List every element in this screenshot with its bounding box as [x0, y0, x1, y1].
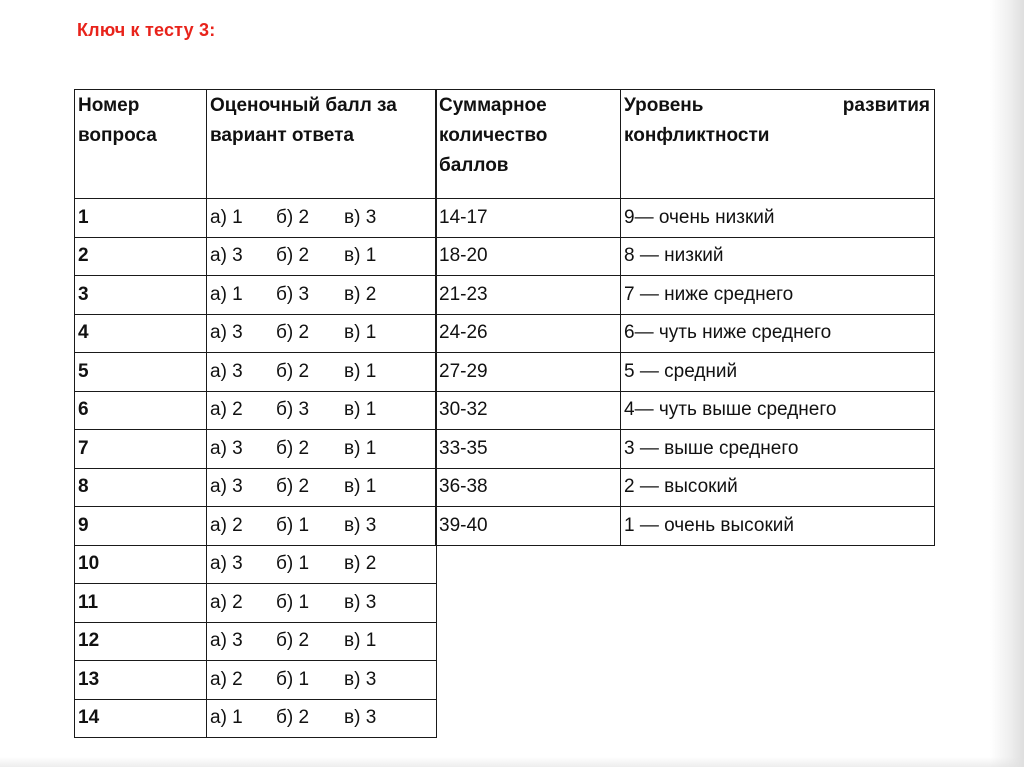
conflict-level: 1 — очень высокий	[621, 507, 935, 546]
conflict-level: 2 — высокий	[621, 468, 935, 507]
question-number: 8	[75, 468, 207, 507]
header-line: вариант ответа	[210, 125, 354, 146]
table-row	[75, 584, 437, 623]
option-c-score: в) 2	[344, 283, 377, 305]
option-c-score: в) 2	[344, 553, 377, 575]
table-row	[75, 507, 437, 546]
table-row	[75, 545, 437, 584]
answer-scores	[207, 661, 437, 700]
score-range: 21-23	[436, 276, 621, 315]
header-line	[624, 91, 934, 121]
option-b-score: б) 2	[276, 206, 310, 228]
option-b-score: б) 2	[276, 437, 310, 459]
page-edge-shadow	[990, 0, 1024, 767]
table-row	[436, 199, 935, 238]
question-number: 13	[75, 661, 207, 700]
answer-scores	[207, 276, 437, 315]
table-row	[75, 276, 437, 315]
option-b-score: б) 2	[276, 245, 310, 267]
score-range: 33-35	[436, 430, 621, 469]
option-c-score: в) 3	[344, 206, 377, 228]
option-a-score: а) 1	[210, 283, 243, 305]
option-c-score: в) 1	[344, 630, 377, 652]
option-b-score: б) 1	[276, 553, 310, 575]
conflict-level: 9— очень низкий	[621, 199, 935, 238]
table-row	[436, 314, 935, 353]
question-number: 9	[75, 507, 207, 546]
conflict-level: 8 — низкий	[621, 237, 935, 276]
answer-scores	[207, 430, 437, 469]
option-a-score: а) 3	[210, 630, 243, 652]
answer-scores	[207, 391, 437, 430]
option-c-score: в) 1	[344, 476, 377, 498]
header-word: развития	[842, 95, 930, 116]
score-range: 27-29	[436, 353, 621, 392]
table-row	[75, 468, 437, 507]
score-range: 14-17	[436, 199, 621, 238]
levels-table	[435, 89, 935, 546]
answer-scores	[207, 237, 437, 276]
table-row	[75, 353, 437, 392]
option-c-score: в) 1	[344, 245, 377, 267]
conflict-level: 3 — выше среднего	[621, 430, 935, 469]
option-a-score: а) 1	[210, 707, 243, 729]
table-row	[436, 507, 935, 546]
table-row	[436, 353, 935, 392]
question-number: 2	[75, 237, 207, 276]
score-range: 24-26	[436, 314, 621, 353]
option-b-score: б) 2	[276, 322, 310, 344]
option-a-score: а) 3	[210, 476, 243, 498]
conflict-level: 5 — средний	[621, 353, 935, 392]
header-score	[207, 90, 437, 199]
page-title: Ключ к тесту 3:	[77, 20, 216, 40]
score-range: 39-40	[436, 507, 621, 546]
page-bottom-shadow	[0, 757, 1024, 767]
table-row	[75, 622, 437, 661]
option-a-score: а) 3	[210, 245, 243, 267]
question-number: 5	[75, 353, 207, 392]
option-a-score: а) 1	[210, 206, 243, 228]
header-line: Суммарное	[439, 95, 547, 116]
option-b-score: б) 3	[276, 283, 310, 305]
question-number: 1	[75, 199, 207, 238]
score-range: 30-32	[436, 391, 621, 430]
table-row	[75, 699, 437, 738]
question-number: 7	[75, 430, 207, 469]
option-c-score: в) 3	[344, 707, 377, 729]
option-c-score: в) 1	[344, 322, 377, 344]
table-header-row	[75, 90, 437, 199]
answer-scores	[207, 314, 437, 353]
answer-key-table	[74, 89, 437, 738]
header-line: Номер	[78, 95, 140, 116]
answer-scores	[207, 545, 437, 584]
table-row	[436, 276, 935, 315]
answer-scores	[207, 199, 437, 238]
conflict-level: 4— чуть выше среднего	[621, 391, 935, 430]
header-line: Оценочный балл за	[210, 95, 397, 116]
header-word: Уровень	[624, 95, 704, 116]
option-a-score: а) 3	[210, 553, 243, 575]
header-line: количество	[439, 125, 548, 146]
option-b-score: б) 2	[276, 476, 310, 498]
question-number: 12	[75, 622, 207, 661]
answer-scores	[207, 507, 437, 546]
table-row	[75, 199, 437, 238]
option-c-score: в) 1	[344, 399, 377, 421]
table-row	[75, 237, 437, 276]
option-b-score: б) 2	[276, 707, 310, 729]
option-a-score: а) 2	[210, 591, 243, 613]
header-line: вопроса	[78, 125, 157, 146]
answer-scores	[207, 353, 437, 392]
option-c-score: в) 3	[344, 591, 377, 613]
table-row	[436, 468, 935, 507]
question-number: 11	[75, 584, 207, 623]
table-header-row	[436, 90, 935, 199]
question-number: 6	[75, 391, 207, 430]
header-line: баллов	[439, 155, 509, 176]
option-c-score: в) 3	[344, 514, 377, 536]
option-b-score: б) 2	[276, 360, 310, 382]
option-a-score: а) 2	[210, 668, 243, 690]
table-row	[75, 391, 437, 430]
option-a-score: а) 3	[210, 360, 243, 382]
table-row	[436, 430, 935, 469]
option-b-score: б) 1	[276, 514, 310, 536]
header-conflict-level	[621, 90, 935, 199]
score-range: 18-20	[436, 237, 621, 276]
table-row	[75, 661, 437, 700]
answer-scores	[207, 584, 437, 623]
conflict-level: 7 — ниже среднего	[621, 276, 935, 315]
conflict-level: 6— чуть ниже среднего	[621, 314, 935, 353]
option-a-score: а) 2	[210, 399, 243, 421]
option-c-score: в) 3	[344, 668, 377, 690]
answer-scores	[207, 699, 437, 738]
answer-scores	[207, 622, 437, 661]
option-a-score: а) 2	[210, 514, 243, 536]
header-line: конфликтности	[624, 125, 770, 146]
question-number: 14	[75, 699, 207, 738]
option-b-score: б) 3	[276, 399, 310, 421]
table-row	[75, 314, 437, 353]
question-number: 3	[75, 276, 207, 315]
question-number: 10	[75, 545, 207, 584]
option-b-score: б) 2	[276, 630, 310, 652]
header-total-score	[436, 90, 621, 199]
score-range: 36-38	[436, 468, 621, 507]
table-row	[436, 391, 935, 430]
question-number: 4	[75, 314, 207, 353]
option-c-score: в) 1	[344, 437, 377, 459]
option-c-score: в) 1	[344, 360, 377, 382]
option-b-score: б) 1	[276, 591, 310, 613]
table-row	[75, 430, 437, 469]
option-b-score: б) 1	[276, 668, 310, 690]
option-a-score: а) 3	[210, 437, 243, 459]
header-question-number	[75, 90, 207, 199]
table-row	[436, 237, 935, 276]
option-a-score: а) 3	[210, 322, 243, 344]
answer-scores	[207, 468, 437, 507]
